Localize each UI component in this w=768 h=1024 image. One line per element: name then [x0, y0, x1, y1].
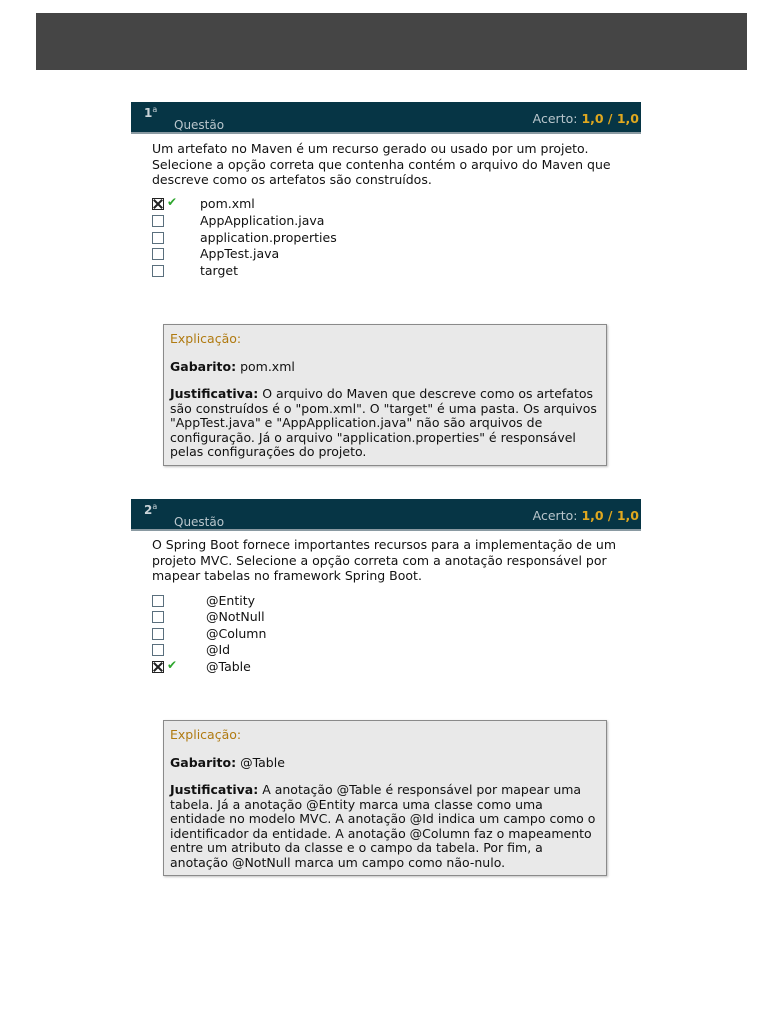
- question-1-text: Um artefato no Maven é um recurso gerado ou usado por um projeto. Selecione a opção correta que contenha contém o arquivo do Maven que descreve como os artefatos são construídos.: [152, 141, 611, 187]
- checkbox[interactable]: [152, 595, 164, 607]
- question-1-option-3[interactable]: application.properties: [152, 230, 452, 246]
- question-2-explanation: [163, 720, 607, 876]
- question-2-text: O Spring Boot fornece importantes recursos para a implementação de um projeto MVC. Selecione a opção correta com a anotação responsável por mapear tabelas no framework Spring Boot.: [152, 537, 617, 583]
- checkbox[interactable]: [152, 644, 164, 656]
- correct-check-icon: ✔: [167, 658, 178, 672]
- answer-key: Gabarito: @Table: [170, 754, 285, 770]
- question-2-option-2[interactable]: @NotNull: [152, 609, 452, 625]
- checkbox[interactable]: [152, 248, 164, 260]
- score: Acerto: 1,0 / 1,0: [532, 508, 639, 523]
- question-1-option-2[interactable]: AppApplication.java: [152, 213, 452, 229]
- question-1-option-4[interactable]: AppTest.java: [152, 246, 452, 262]
- checkbox[interactable]: [152, 265, 164, 277]
- justification: Justificativa: A anotação @Table é responsável por mapear uma tabela. Já a anotação @Entity marca uma classe como uma entidade no modelo MVC. A anotação @Id indica um campo como o identificador da entidade. A anotação @Column faz o mapeamento entre um atributo da classe e o campo da tabela. Por fim, a anotação @NotNull marca um campo como não-nulo.: [170, 782, 596, 870]
- question-2-option-5[interactable]: ✔ @Table: [152, 659, 452, 675]
- question-1-option-1[interactable]: ✔ pom.xml: [152, 196, 452, 212]
- justification: Justificativa: O arquivo do Maven que descreve como os artefatos são construídos é o "pom.xml". O "target" é uma pasta. Os arquivos "AppTest.java" e "AppApplication.java" não são arquivos de configuração. Já o arquivo "application.properties" é responsável pelas configurações do projeto.: [170, 386, 597, 459]
- question-label: Questão: [174, 118, 225, 132]
- question-2-option-1[interactable]: @Entity: [152, 593, 452, 609]
- checkbox[interactable]: [152, 232, 164, 244]
- explanation-title: Explicação:: [170, 331, 242, 346]
- question-1-explanation: [163, 324, 607, 466]
- question-number: 1$^a$: [144, 105, 158, 120]
- score: Acerto: 1,0 / 1,0: [532, 111, 639, 126]
- answer-key: Gabarito: pom.xml: [170, 358, 295, 374]
- explanation-title: Explicação:: [170, 727, 242, 742]
- checkbox-checked[interactable]: [152, 198, 164, 210]
- checkbox[interactable]: [152, 215, 164, 227]
- question-2-option-4[interactable]: @Id: [152, 642, 452, 658]
- checkbox-checked[interactable]: [152, 661, 164, 673]
- question-2-header: [131, 499, 641, 531]
- question-number: 2$^a$: [144, 502, 158, 517]
- correct-check-icon: ✔: [167, 195, 178, 209]
- top-bar: [36, 13, 747, 70]
- checkbox[interactable]: [152, 611, 164, 623]
- question-1-option-5[interactable]: target: [152, 263, 452, 279]
- question-1-header: [131, 102, 641, 134]
- checkbox[interactable]: [152, 628, 164, 640]
- question-label: Questão: [174, 515, 225, 529]
- question-2-option-3[interactable]: @Column: [152, 626, 452, 642]
